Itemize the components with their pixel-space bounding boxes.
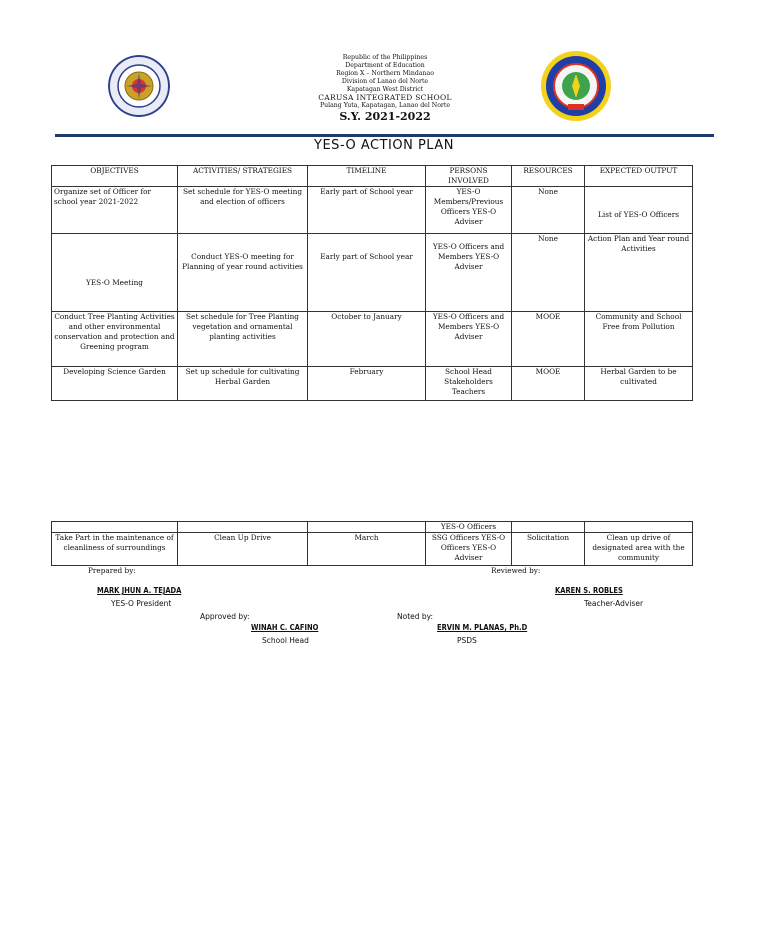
reviewed-by-label: Reviewed by:	[491, 566, 541, 575]
table-cell: List of YES-O Officers	[585, 187, 693, 234]
table-cell	[52, 522, 178, 533]
approved-by-name: WINAH C. CAFINO	[251, 623, 319, 632]
table-cell: Clean up drive of designated area with the community	[585, 533, 693, 566]
table-cell	[585, 522, 693, 533]
table-row	[52, 522, 693, 533]
column-header: TIMELINE	[308, 166, 426, 187]
page-title: YES-O ACTION PLAN	[314, 138, 454, 153]
letterhead	[260, 54, 510, 124]
reviewed-by-role: Teacher-Adviser	[584, 599, 644, 608]
header-line: Pulang Yuta, Kapatagan, Lanao del Norte	[319, 102, 451, 109]
table-cell: Conduct YES-O meeting for Planning of year round activities	[178, 234, 308, 312]
action-plan-table	[51, 165, 693, 401]
table-cell: Solicitation	[512, 533, 585, 566]
reviewed-by-name: KAREN S. ROBLES	[555, 586, 623, 595]
column-header: ACTIVITIES/ STRATEGIES	[178, 166, 308, 187]
table-cell: October to January	[308, 312, 426, 367]
table-cell: YES-O Officers	[426, 522, 512, 533]
table-cell: Clean Up Drive	[178, 533, 308, 566]
noted-by-name: ERVIN M. PLANAS, Ph.D	[437, 623, 528, 632]
school-name: CARUSA INTEGRATED SCHOOL	[318, 93, 452, 102]
table-cell: Herbal Garden to be cultivated	[585, 367, 693, 401]
table-cell: Set schedule for Tree Planting vegetation and ornamental planting activities	[178, 312, 308, 367]
table-cell: Action Plan and Year round Activities	[585, 234, 693, 312]
noted-by-role: PSDS	[457, 636, 477, 645]
table-cell: YES-O Meeting	[52, 234, 178, 312]
prepared-by-role: YES-O President	[111, 599, 172, 608]
table-cell: MOOE	[512, 367, 585, 401]
table-cell	[178, 522, 308, 533]
table-cell: None	[512, 187, 585, 234]
column-header: EXPECTED OUTPUT	[585, 166, 693, 187]
header-line: Division of Lanao del Norte	[341, 78, 429, 85]
table-cell: Take Part in the maintenance of cleanliness of surroundings	[52, 533, 178, 566]
table-row	[52, 187, 693, 234]
table-cell: Conduct Tree Planting Activities and other environmental conservation and protection and Greening program	[52, 312, 178, 367]
table-cell: YES-O Members/Previous Officers YES-O Adviser	[426, 187, 512, 234]
prepared-by-name: MARK JHUN A. TEJADA	[97, 586, 182, 595]
table-row	[52, 234, 693, 312]
table-cell: March	[308, 533, 426, 566]
header-line: Region X – Northern Mindanao	[336, 70, 434, 77]
table-cell: School Head Stakeholders Teachers	[426, 367, 512, 401]
table-cell: MOOE	[512, 312, 585, 367]
school-year: S.Y. 2021-2022	[339, 110, 431, 123]
table-cell: Early part of School year	[308, 187, 426, 234]
deped-seal-logo	[108, 55, 170, 117]
table-row	[52, 367, 693, 401]
column-header: PERSONS INVOLVED	[426, 166, 512, 187]
school-seal-logo	[540, 50, 612, 122]
table-cell	[308, 522, 426, 533]
table-cell: Community and School Free from Pollution	[585, 312, 693, 367]
table-cell: Developing Science Garden	[52, 367, 178, 401]
approved-by-label: Approved by:	[200, 612, 250, 621]
table-cell	[512, 522, 585, 533]
table-cell: SSG Officers YES-O Officers YES-O Adviser	[426, 533, 512, 566]
column-header: OBJECTIVES	[52, 166, 178, 187]
column-header: RESOURCES	[512, 166, 585, 187]
prepared-by-label: Prepared by:	[88, 566, 136, 575]
table-row	[52, 312, 693, 367]
table-cell: Set up schedule for cultivating Herbal Garden	[178, 367, 308, 401]
header-line: Kapatagan West District	[346, 86, 424, 93]
header-line: Republic of the Philippines	[342, 54, 428, 61]
action-plan-table-continued	[51, 521, 693, 566]
table-cell: Early part of School year	[308, 234, 426, 312]
header-line: Department of Education	[345, 62, 425, 69]
table-cell: YES-O Officers and Members YES-O Adviser	[426, 234, 512, 312]
table-cell: Set schedule for YES-O meeting and election of officers	[178, 187, 308, 234]
table-row	[52, 533, 693, 566]
table-cell: None	[512, 234, 585, 312]
table-cell: YES-O Officers and Members YES-O Adviser	[426, 312, 512, 367]
table-cell: February	[308, 367, 426, 401]
header-divider	[55, 134, 714, 137]
table-cell: Organize set of Officer for school year 2021-2022	[52, 187, 178, 234]
table-header-row	[52, 166, 693, 187]
noted-by-label: Noted by:	[397, 612, 434, 621]
approved-by-role: School Head	[262, 636, 309, 645]
